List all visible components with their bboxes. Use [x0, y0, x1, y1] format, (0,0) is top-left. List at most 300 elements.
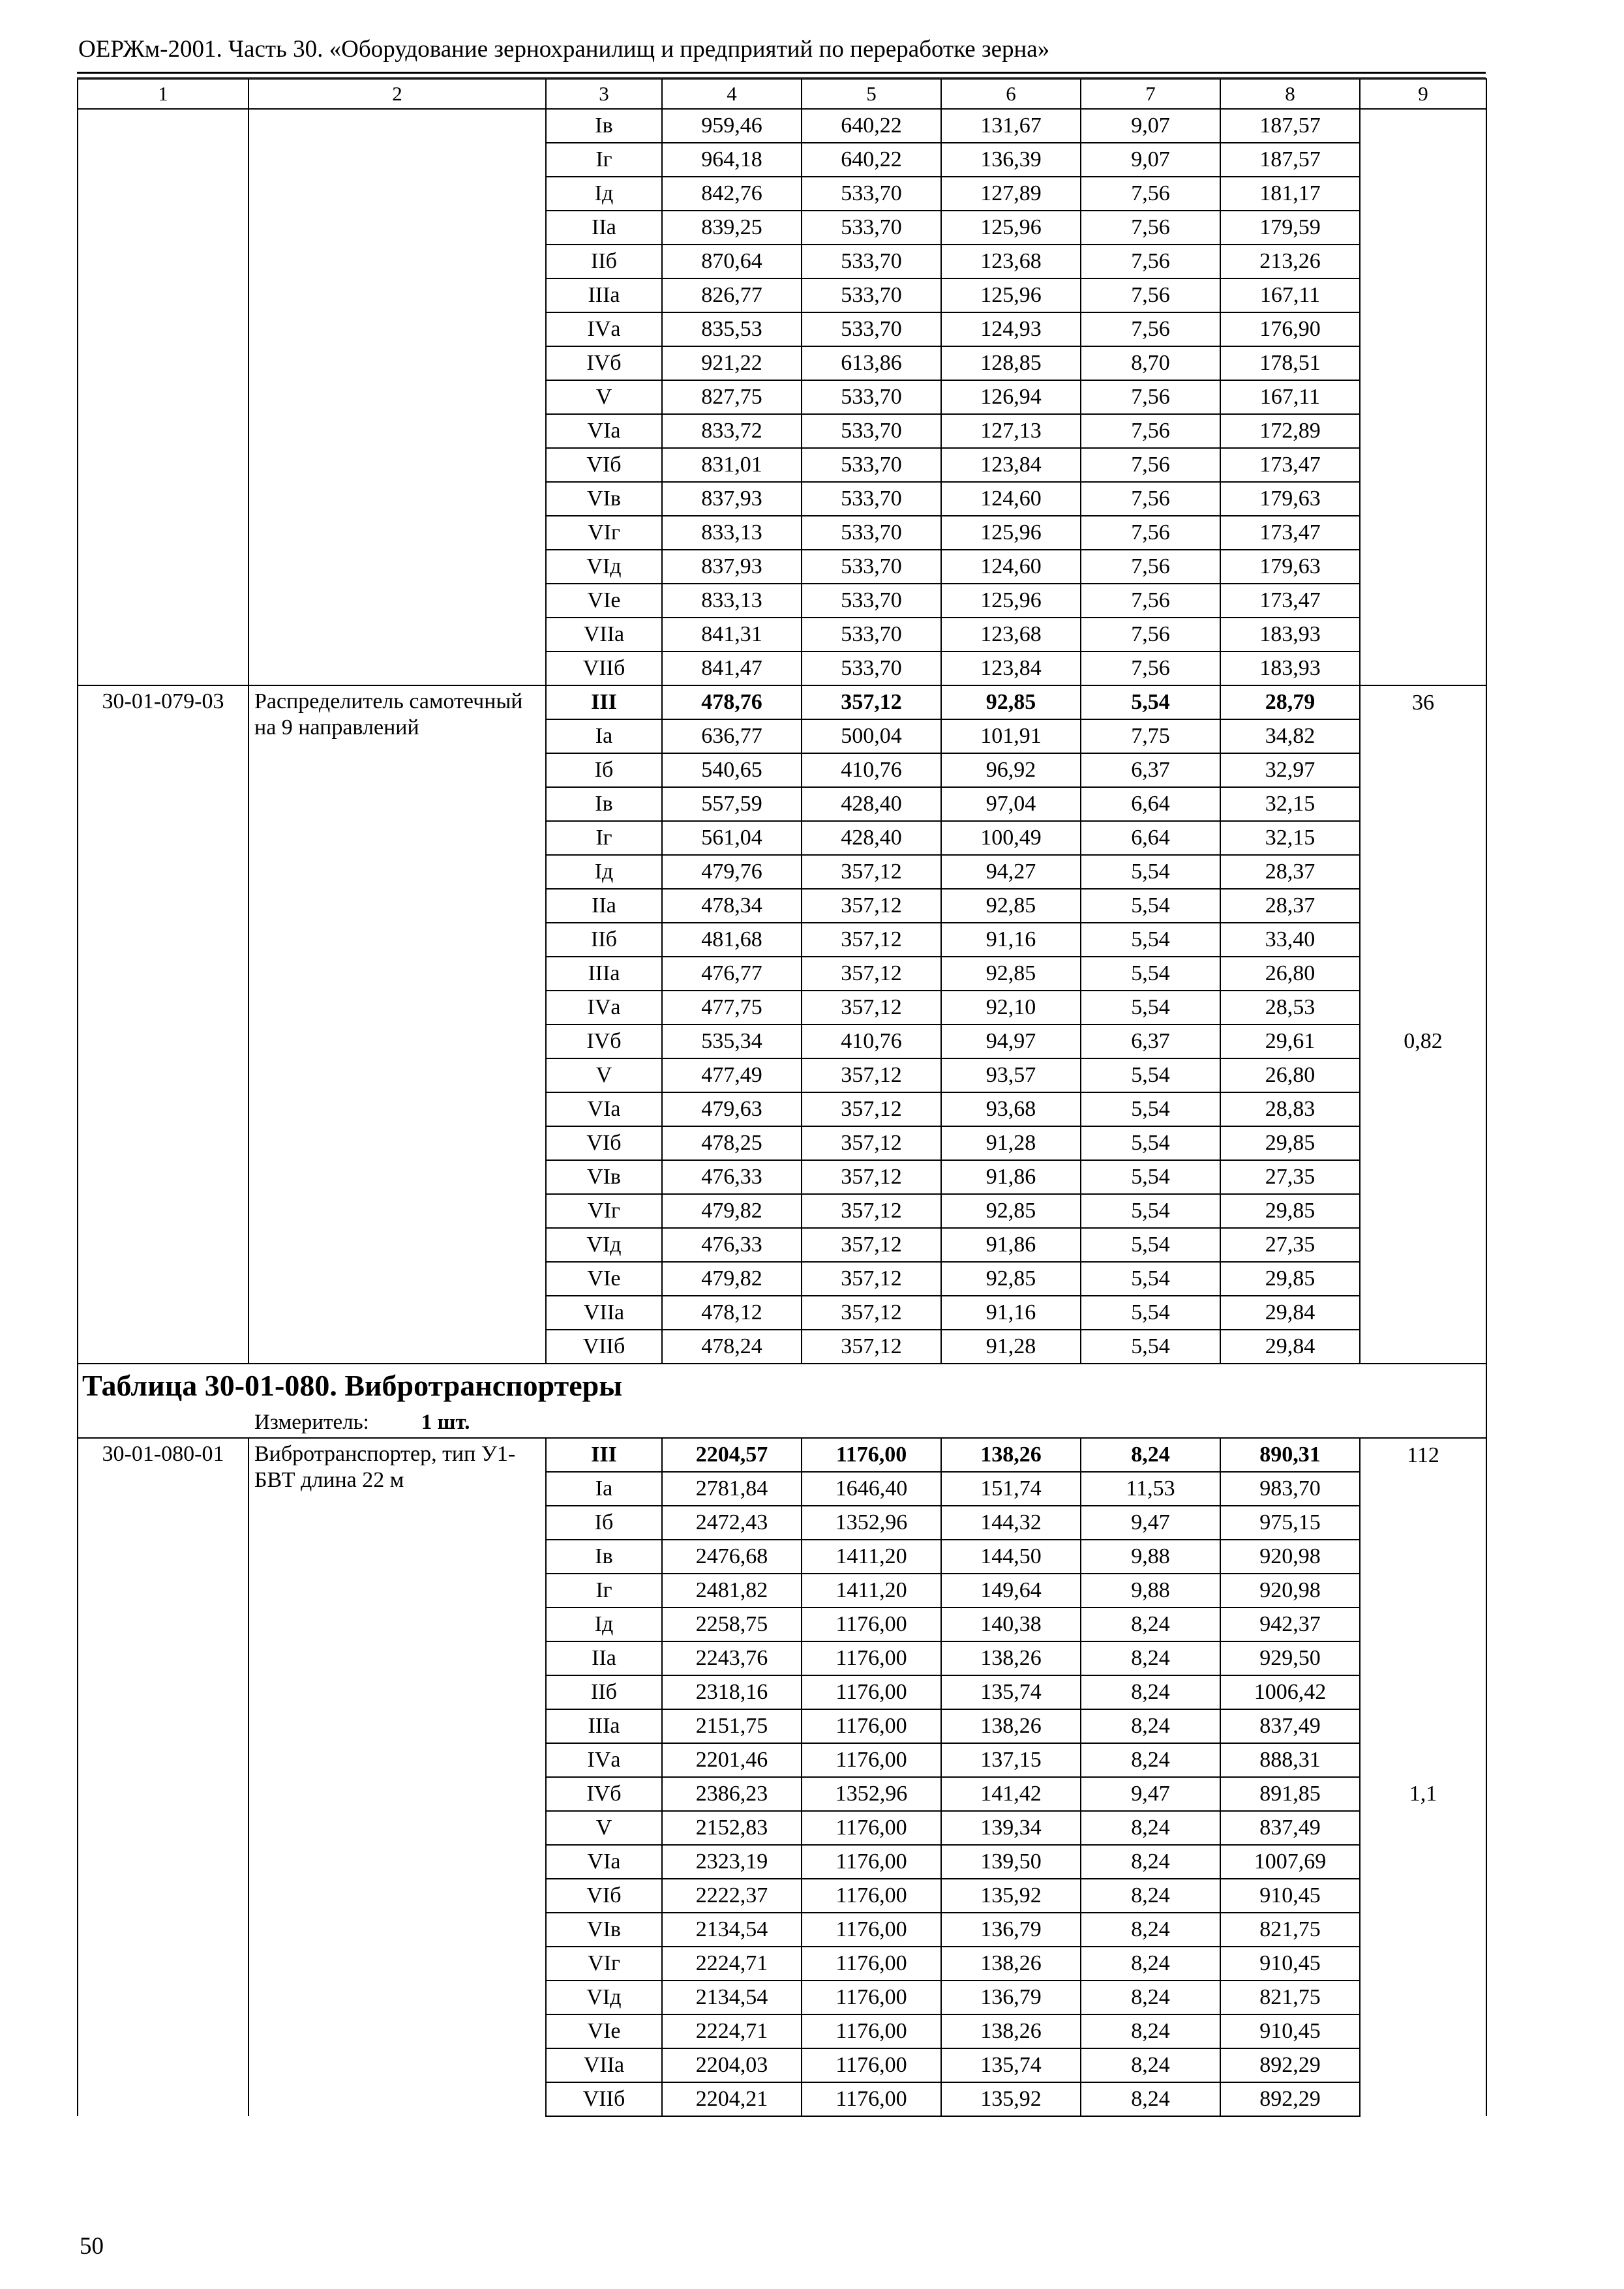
- value-cell: 479,63: [662, 1092, 802, 1126]
- value-cell: 476,77: [662, 957, 802, 991]
- zone-cell: III: [546, 685, 662, 719]
- blank-cell: [78, 448, 248, 482]
- value-cell: 2243,76: [662, 1641, 802, 1675]
- value-cell: 131,67: [941, 109, 1081, 143]
- blank-cell: [248, 414, 546, 448]
- zone-cell: VIв: [546, 1160, 662, 1194]
- zone-cell: VIIб: [546, 651, 662, 685]
- value-cell: 2258,75: [662, 1608, 802, 1641]
- value-cell: 135,74: [941, 2048, 1081, 2082]
- blank-cell: [1360, 651, 1486, 685]
- blank-cell: [1360, 448, 1486, 482]
- blank-cell: [78, 516, 248, 550]
- value-cell: 983,70: [1220, 1472, 1360, 1506]
- zone-cell: IVб: [546, 1025, 662, 1058]
- blank-cell: [1360, 414, 1486, 448]
- blank-cell: [1360, 346, 1486, 380]
- blank-cell: [78, 651, 248, 685]
- value-cell: 1007,69: [1220, 1845, 1360, 1879]
- value-cell: 2134,54: [662, 1913, 802, 1947]
- value-cell: 1176,00: [802, 1811, 941, 1845]
- machine-hours: 0,82: [1360, 719, 1486, 1364]
- table-row: [78, 550, 1486, 584]
- value-cell: 26,80: [1220, 1058, 1360, 1092]
- value-cell: 173,47: [1220, 516, 1360, 550]
- value-cell: 7,56: [1081, 618, 1220, 651]
- value-cell: 2472,43: [662, 1506, 802, 1540]
- value-cell: 2781,84: [662, 1472, 802, 1506]
- value-cell: 91,86: [941, 1228, 1081, 1262]
- value-cell: 533,70: [802, 482, 941, 516]
- value-cell: 357,12: [802, 1092, 941, 1126]
- value-cell: 8,24: [1081, 1811, 1220, 1845]
- value-cell: 151,74: [941, 1472, 1081, 1506]
- value-cell: 357,12: [802, 1262, 941, 1296]
- value-cell: 123,84: [941, 651, 1081, 685]
- value-cell: 826,77: [662, 278, 802, 312]
- value-cell: 1176,00: [802, 1845, 941, 1879]
- zone-cell: VIа: [546, 1845, 662, 1879]
- value-cell: 125,96: [941, 211, 1081, 245]
- value-cell: 357,12: [802, 991, 941, 1025]
- value-cell: 357,12: [802, 1058, 941, 1092]
- column-number: 6: [941, 79, 1081, 109]
- column-number: 7: [1081, 79, 1220, 109]
- table-row: [78, 482, 1486, 516]
- blank-cell: [248, 516, 546, 550]
- value-cell: 479,76: [662, 855, 802, 889]
- value-cell: 2204,21: [662, 2082, 802, 2116]
- value-cell: 124,60: [941, 550, 1081, 584]
- value-cell: 1411,20: [802, 1574, 941, 1608]
- value-cell: 29,85: [1220, 1194, 1360, 1228]
- blank-cell: [78, 143, 248, 177]
- table-row: [78, 109, 1486, 143]
- value-cell: 837,93: [662, 550, 802, 584]
- blank-cell: [248, 211, 546, 245]
- zone-cell: VIе: [546, 2014, 662, 2048]
- value-cell: 533,70: [802, 380, 941, 414]
- value-cell: 128,85: [941, 346, 1081, 380]
- labor-cost: 112: [1360, 1438, 1486, 1472]
- measure-value: 1 шт.: [421, 1411, 470, 1434]
- value-cell: 357,12: [802, 855, 941, 889]
- value-cell: 92,85: [941, 1262, 1081, 1296]
- blank-cell: [78, 245, 248, 278]
- value-cell: 6,37: [1081, 753, 1220, 787]
- value-cell: 7,56: [1081, 211, 1220, 245]
- value-cell: 138,26: [941, 1641, 1081, 1675]
- zone-cell: IIа: [546, 889, 662, 923]
- value-cell: 533,70: [802, 312, 941, 346]
- blank-cell: [1360, 211, 1486, 245]
- value-cell: 139,34: [941, 1811, 1081, 1845]
- column-number: 9: [1360, 79, 1486, 109]
- zone-cell: IIб: [546, 245, 662, 278]
- value-cell: 144,50: [941, 1540, 1081, 1574]
- value-cell: 91,28: [941, 1330, 1081, 1364]
- value-cell: 167,11: [1220, 380, 1360, 414]
- value-cell: 28,37: [1220, 855, 1360, 889]
- value-cell: 138,26: [941, 2014, 1081, 2048]
- value-cell: 841,47: [662, 651, 802, 685]
- value-cell: 100,49: [941, 821, 1081, 855]
- value-cell: 1176,00: [802, 2014, 941, 2048]
- table-row: [78, 143, 1486, 177]
- value-cell: 821,75: [1220, 1913, 1360, 1947]
- value-cell: 125,96: [941, 516, 1081, 550]
- value-cell: 7,56: [1081, 380, 1220, 414]
- value-cell: 29,85: [1220, 1262, 1360, 1296]
- column-number: 1: [78, 79, 248, 109]
- value-cell: 478,25: [662, 1126, 802, 1160]
- table-row: [78, 245, 1486, 278]
- value-cell: 187,57: [1220, 143, 1360, 177]
- value-cell: 533,70: [802, 550, 941, 584]
- value-cell: 533,70: [802, 211, 941, 245]
- value-cell: 827,75: [662, 380, 802, 414]
- value-cell: 28,83: [1220, 1092, 1360, 1126]
- value-cell: 144,32: [941, 1506, 1081, 1540]
- blank-cell: [1360, 278, 1486, 312]
- value-cell: 842,76: [662, 177, 802, 211]
- value-cell: 540,65: [662, 753, 802, 787]
- value-cell: 2386,23: [662, 1777, 802, 1811]
- value-cell: 533,70: [802, 618, 941, 651]
- value-cell: 476,33: [662, 1160, 802, 1194]
- zone-cell: V: [546, 1811, 662, 1845]
- value-cell: 5,54: [1081, 957, 1220, 991]
- value-cell: 5,54: [1081, 1092, 1220, 1126]
- value-cell: 975,15: [1220, 1506, 1360, 1540]
- rate-name: Распределитель самотечный на 9 направлений: [248, 685, 546, 1364]
- table-row: [78, 448, 1486, 482]
- table-row: [78, 618, 1486, 651]
- table-row: [78, 516, 1486, 550]
- value-cell: 1352,96: [802, 1777, 941, 1811]
- value-cell: 7,75: [1081, 719, 1220, 753]
- value-cell: 135,92: [941, 2082, 1081, 2116]
- zone-cell: Iб: [546, 1506, 662, 1540]
- value-cell: 636,77: [662, 719, 802, 753]
- value-cell: 125,96: [941, 584, 1081, 618]
- value-cell: 91,16: [941, 1296, 1081, 1330]
- blank-cell: [248, 109, 546, 143]
- column-number: 3: [546, 79, 662, 109]
- value-cell: 2151,75: [662, 1709, 802, 1743]
- value-cell: 892,29: [1220, 2048, 1360, 2082]
- value-cell: 9,88: [1081, 1540, 1220, 1574]
- value-cell: 123,68: [941, 245, 1081, 278]
- value-cell: 183,93: [1220, 651, 1360, 685]
- zone-cell: VIIб: [546, 1330, 662, 1364]
- zone-cell: V: [546, 1058, 662, 1092]
- table-row: [78, 1438, 1486, 1472]
- value-cell: 5,54: [1081, 855, 1220, 889]
- value-cell: 5,54: [1081, 1228, 1220, 1262]
- value-cell: 821,75: [1220, 1981, 1360, 2014]
- column-number: 8: [1220, 79, 1360, 109]
- column-number-row: [78, 79, 1486, 109]
- zone-cell: IVа: [546, 1743, 662, 1777]
- value-cell: 357,12: [802, 1296, 941, 1330]
- blank-cell: [248, 346, 546, 380]
- value-cell: 2476,68: [662, 1540, 802, 1574]
- zone-cell: VIа: [546, 1092, 662, 1126]
- value-cell: 8,24: [1081, 1608, 1220, 1641]
- value-cell: 8,24: [1081, 1641, 1220, 1675]
- zone-cell: VIв: [546, 1913, 662, 1947]
- zone-cell: VIе: [546, 1262, 662, 1296]
- blank-cell: [78, 380, 248, 414]
- value-cell: 9,07: [1081, 109, 1220, 143]
- value-cell: 5,54: [1081, 1262, 1220, 1296]
- blank-cell: [1360, 312, 1486, 346]
- value-cell: 428,40: [802, 821, 941, 855]
- value-cell: 833,13: [662, 516, 802, 550]
- measure-label: Измеритель:: [254, 1411, 369, 1434]
- value-cell: 1006,42: [1220, 1675, 1360, 1709]
- value-cell: 500,04: [802, 719, 941, 753]
- value-cell: 959,46: [662, 109, 802, 143]
- blank-cell: [78, 482, 248, 516]
- value-cell: 27,35: [1220, 1228, 1360, 1262]
- blank-cell: [1360, 482, 1486, 516]
- blank-cell: [78, 414, 248, 448]
- value-cell: 533,70: [802, 414, 941, 448]
- zone-cell: III: [546, 1438, 662, 1472]
- value-cell: 837,93: [662, 482, 802, 516]
- value-cell: 92,85: [941, 685, 1081, 719]
- value-cell: 94,97: [941, 1025, 1081, 1058]
- zone-cell: IIIа: [546, 1709, 662, 1743]
- column-number: 5: [802, 79, 941, 109]
- blank-cell: [1360, 618, 1486, 651]
- measure-row: [78, 1407, 1486, 1438]
- value-cell: 478,24: [662, 1330, 802, 1364]
- table-row: [78, 685, 1486, 719]
- value-cell: 127,13: [941, 414, 1081, 448]
- value-cell: 410,76: [802, 1025, 941, 1058]
- zone-cell: IIIа: [546, 957, 662, 991]
- value-cell: 477,49: [662, 1058, 802, 1092]
- value-cell: 357,12: [802, 1126, 941, 1160]
- value-cell: 357,12: [802, 1194, 941, 1228]
- zone-cell: VIIа: [546, 618, 662, 651]
- value-cell: 5,54: [1081, 1296, 1220, 1330]
- zone-cell: Iг: [546, 1574, 662, 1608]
- value-cell: 920,98: [1220, 1540, 1360, 1574]
- blank-cell: [1360, 143, 1486, 177]
- value-cell: 831,01: [662, 448, 802, 482]
- zone-cell: VIIб: [546, 2082, 662, 2116]
- blank-cell: [248, 584, 546, 618]
- value-cell: 5,54: [1081, 1330, 1220, 1364]
- value-cell: 357,12: [802, 923, 941, 957]
- value-cell: 136,39: [941, 143, 1081, 177]
- value-cell: 183,93: [1220, 618, 1360, 651]
- value-cell: 640,22: [802, 143, 941, 177]
- value-cell: 26,80: [1220, 957, 1360, 991]
- value-cell: 141,42: [941, 1777, 1081, 1811]
- value-cell: 1176,00: [802, 1709, 941, 1743]
- value-cell: 8,24: [1081, 1845, 1220, 1879]
- value-cell: 2201,46: [662, 1743, 802, 1777]
- blank-cell: [78, 550, 248, 584]
- table-row: [78, 278, 1486, 312]
- zone-cell: IVб: [546, 1777, 662, 1811]
- value-cell: 839,25: [662, 211, 802, 245]
- value-cell: 557,59: [662, 787, 802, 821]
- rate-code: 30-01-079-03: [78, 685, 248, 1364]
- value-cell: 1176,00: [802, 1743, 941, 1777]
- value-cell: 533,70: [802, 516, 941, 550]
- blank-cell: [248, 448, 546, 482]
- value-cell: 533,70: [802, 584, 941, 618]
- table-row: [78, 414, 1486, 448]
- value-cell: 8,24: [1081, 1947, 1220, 1981]
- value-cell: 478,76: [662, 685, 802, 719]
- value-cell: 1176,00: [802, 1608, 941, 1641]
- value-cell: 357,12: [802, 685, 941, 719]
- value-cell: 6,64: [1081, 787, 1220, 821]
- value-cell: 32,15: [1220, 821, 1360, 855]
- value-cell: 428,40: [802, 787, 941, 821]
- value-cell: 213,26: [1220, 245, 1360, 278]
- blank-cell: [1360, 245, 1486, 278]
- value-cell: 2204,57: [662, 1438, 802, 1472]
- value-cell: 92,85: [941, 957, 1081, 991]
- value-cell: 29,85: [1220, 1126, 1360, 1160]
- zone-cell: VIIа: [546, 2048, 662, 2082]
- value-cell: 481,68: [662, 923, 802, 957]
- machine-hours: 1,1: [1360, 1472, 1486, 2116]
- value-cell: 8,24: [1081, 1743, 1220, 1777]
- zone-cell: VIб: [546, 448, 662, 482]
- value-cell: 533,70: [802, 245, 941, 278]
- blank-cell: [248, 278, 546, 312]
- value-cell: 2323,19: [662, 1845, 802, 1879]
- blank-cell: [248, 143, 546, 177]
- value-cell: 32,97: [1220, 753, 1360, 787]
- zone-cell: VIг: [546, 1947, 662, 1981]
- value-cell: 126,94: [941, 380, 1081, 414]
- value-cell: 136,79: [941, 1913, 1081, 1947]
- table-row: [78, 177, 1486, 211]
- value-cell: 2318,16: [662, 1675, 802, 1709]
- value-cell: 640,22: [802, 109, 941, 143]
- table-row: [78, 312, 1486, 346]
- value-cell: 8,24: [1081, 1438, 1220, 1472]
- zone-cell: VIе: [546, 584, 662, 618]
- zone-cell: Iд: [546, 1608, 662, 1641]
- value-cell: 138,26: [941, 1709, 1081, 1743]
- value-cell: 7,56: [1081, 550, 1220, 584]
- value-cell: 890,31: [1220, 1438, 1360, 1472]
- rate-code: 30-01-080-01: [78, 1438, 248, 2116]
- value-cell: 357,12: [802, 889, 941, 923]
- zone-cell: VIб: [546, 1126, 662, 1160]
- value-cell: 410,76: [802, 753, 941, 787]
- blank-cell: [78, 312, 248, 346]
- value-cell: 5,54: [1081, 991, 1220, 1025]
- blank-cell: [78, 618, 248, 651]
- zone-cell: Iа: [546, 719, 662, 753]
- value-cell: 127,89: [941, 177, 1081, 211]
- value-cell: 96,92: [941, 753, 1081, 787]
- value-cell: 33,40: [1220, 923, 1360, 957]
- value-cell: 123,68: [941, 618, 1081, 651]
- value-cell: 8,24: [1081, 2014, 1220, 2048]
- value-cell: 7,56: [1081, 482, 1220, 516]
- value-cell: 942,37: [1220, 1608, 1360, 1641]
- zone-cell: VIб: [546, 1879, 662, 1913]
- value-cell: 8,70: [1081, 346, 1220, 380]
- table-row: [78, 211, 1486, 245]
- zone-cell: VIг: [546, 516, 662, 550]
- value-cell: 94,27: [941, 855, 1081, 889]
- blank-cell: [78, 109, 248, 143]
- zone-cell: IVа: [546, 991, 662, 1025]
- value-cell: 5,54: [1081, 1058, 1220, 1092]
- value-cell: 28,79: [1220, 685, 1360, 719]
- page-header: ОЕРЖм-2001. Часть 30. «Оборудование зернохранилищ и предприятий по переработке зерна»: [78, 36, 1050, 63]
- column-number: 2: [248, 79, 546, 109]
- blank-cell: [248, 177, 546, 211]
- value-cell: 1176,00: [802, 1879, 941, 1913]
- value-cell: 9,88: [1081, 1574, 1220, 1608]
- value-cell: 173,47: [1220, 584, 1360, 618]
- blank-cell: [1360, 550, 1486, 584]
- value-cell: 92,10: [941, 991, 1081, 1025]
- value-cell: 1176,00: [802, 1641, 941, 1675]
- value-cell: 5,54: [1081, 685, 1220, 719]
- value-cell: 179,63: [1220, 550, 1360, 584]
- value-cell: 125,96: [941, 278, 1081, 312]
- value-cell: 179,63: [1220, 482, 1360, 516]
- value-cell: 891,85: [1220, 1777, 1360, 1811]
- value-cell: 181,17: [1220, 177, 1360, 211]
- value-cell: 5,54: [1081, 1194, 1220, 1228]
- blank-cell: [1360, 380, 1486, 414]
- value-cell: 910,45: [1220, 2014, 1360, 2048]
- value-cell: 8,24: [1081, 2048, 1220, 2082]
- value-cell: 892,29: [1220, 2082, 1360, 2116]
- value-cell: 964,18: [662, 143, 802, 177]
- value-cell: 833,13: [662, 584, 802, 618]
- value-cell: 357,12: [802, 1330, 941, 1364]
- value-cell: 5,54: [1081, 1126, 1220, 1160]
- value-cell: 2481,82: [662, 1574, 802, 1608]
- value-cell: 479,82: [662, 1194, 802, 1228]
- value-cell: 533,70: [802, 278, 941, 312]
- value-cell: 138,26: [941, 1438, 1081, 1472]
- value-cell: 172,89: [1220, 414, 1360, 448]
- zone-cell: VIд: [546, 550, 662, 584]
- blank-cell: [1360, 584, 1486, 618]
- value-cell: 535,34: [662, 1025, 802, 1058]
- value-cell: 1176,00: [802, 2082, 941, 2116]
- value-cell: 357,12: [802, 1228, 941, 1262]
- value-cell: 101,91: [941, 719, 1081, 753]
- rates-table: [77, 78, 1487, 2117]
- value-cell: 140,38: [941, 1608, 1081, 1641]
- blank-cell: [1360, 109, 1486, 143]
- value-cell: 1411,20: [802, 1540, 941, 1574]
- value-cell: 1176,00: [802, 2048, 941, 2082]
- value-cell: 8,24: [1081, 1913, 1220, 1947]
- value-cell: 833,72: [662, 414, 802, 448]
